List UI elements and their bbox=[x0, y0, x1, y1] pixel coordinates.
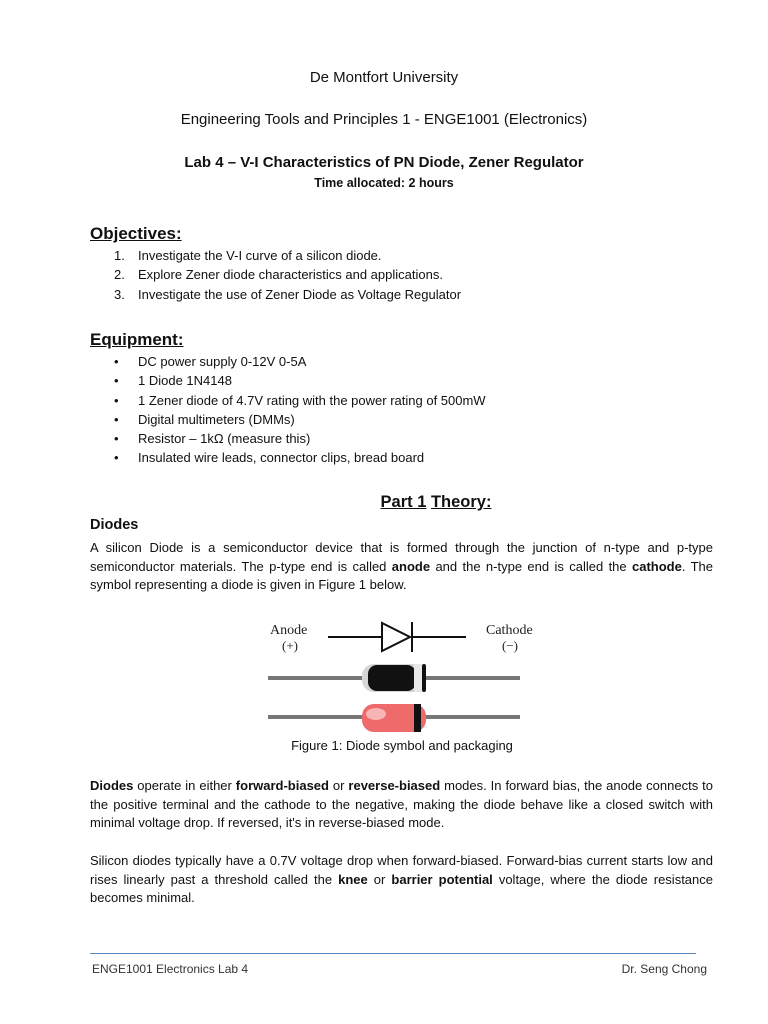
list-item-text: 1 Zener diode of 4.7V rating with the power rating of 500mW bbox=[138, 392, 486, 408]
bias-modes-paragraph bbox=[90, 777, 713, 833]
diode-intro-paragraph bbox=[90, 539, 713, 595]
text-run: Silicon diodes typically have a 0.7V voltage drop when forward-biased. Forward-bias current starts low and rises linearly past a threshold called the bbox=[90, 853, 713, 887]
voltage-drop-paragraph bbox=[90, 852, 713, 908]
anode-label: Anode bbox=[270, 623, 308, 638]
cathode-sign: (−) bbox=[502, 638, 518, 653]
bullet-marker: • bbox=[114, 392, 119, 408]
footer-author: Dr. Seng Chong bbox=[621, 962, 707, 976]
equipment-heading: Equipment: bbox=[90, 330, 184, 349]
bold-term: Diodes bbox=[90, 778, 134, 793]
figure-caption: Figure 1: Diode symbol and packaging bbox=[291, 738, 513, 753]
black-diode-package bbox=[268, 664, 520, 692]
bold-term: forward-biased bbox=[235, 778, 329, 793]
list-item bbox=[90, 391, 730, 410]
text-run: operate in either bbox=[133, 778, 236, 793]
list-item bbox=[90, 285, 730, 304]
text-run: and the n-type end is called the bbox=[430, 558, 633, 574]
bold-term: knee bbox=[338, 871, 368, 887]
bold-term: anode bbox=[391, 558, 431, 574]
cathode-label: Cathode bbox=[486, 623, 533, 638]
list-item-text: Investigate the V-I curve of a silicon diode. bbox=[138, 248, 382, 263]
bold-term: barrier potential bbox=[391, 871, 493, 887]
part-label: Part 1 bbox=[380, 493, 427, 511]
objectives-list bbox=[90, 246, 730, 304]
list-item-text: Investigate the use of Zener Diode as Voltage Regulator bbox=[138, 286, 462, 302]
list-item bbox=[90, 246, 730, 265]
list-item bbox=[90, 410, 730, 429]
footer-course: ENGE1001 Electronics Lab 4 bbox=[92, 962, 249, 976]
bullet-marker: • bbox=[114, 373, 119, 389]
text-run: . The symbol representing a diode is given in Figure 1 below. bbox=[90, 558, 714, 592]
text-run: or bbox=[367, 871, 392, 887]
text-run: voltage, where the diode resistance becomes minimal. bbox=[90, 871, 713, 905]
list-item bbox=[90, 371, 730, 390]
red-diode-package bbox=[268, 704, 520, 732]
bold-term: cathode bbox=[632, 558, 682, 574]
objectives-heading: Objectives: bbox=[90, 224, 182, 243]
course-title: Engineering Tools and Principles 1 - ENGE1001 (Electronics) bbox=[180, 111, 588, 128]
list-marker: 1. bbox=[114, 248, 125, 263]
diode-figure bbox=[262, 618, 542, 736]
anode-sign: (+) bbox=[282, 638, 298, 653]
list-marker: 3. bbox=[114, 286, 125, 302]
list-item-text: DC power supply 0-12V 0-5A bbox=[138, 354, 307, 369]
bullet-marker: • bbox=[114, 431, 119, 447]
list-item-text: Resistor – 1kΩ (measure this) bbox=[138, 431, 311, 447]
university-name: De Montfort University bbox=[309, 69, 459, 86]
text-run: A silicon Diode is a semiconductor device that is formed through the junction of n-type and p-type semiconductor materials. The p-type end is called bbox=[90, 540, 713, 574]
text-run: modes. In forward bias, the anode connects to the positive terminal and the cathode to the negative, making the diode behave like a closed switch with minimal voltage drop. If reversed, it's in reverse-biased mode. bbox=[90, 778, 713, 830]
list-marker: 2. bbox=[114, 267, 125, 283]
list-item-text: 1 Diode 1N4148 bbox=[138, 373, 232, 389]
bullet-marker: • bbox=[114, 354, 119, 369]
equipment-list bbox=[90, 352, 730, 468]
diodes-heading: Diodes bbox=[90, 517, 139, 533]
list-item bbox=[90, 429, 730, 448]
bullet-marker: • bbox=[114, 411, 119, 427]
diode-symbol bbox=[328, 622, 466, 652]
list-item-text: Insulated wire leads, connector clips, bread board bbox=[138, 450, 425, 466]
lab-title: Lab 4 – V-I Characteristics of PN Diode, Zener Regulator bbox=[184, 154, 584, 171]
text-run: or bbox=[328, 778, 349, 793]
list-item bbox=[90, 448, 730, 467]
list-item bbox=[90, 265, 730, 284]
list-item bbox=[90, 352, 730, 371]
time-allocated: Time allocated: 2 hours bbox=[314, 176, 454, 190]
theory-label: Theory: bbox=[430, 493, 492, 511]
list-item-text: Digital multimeters (DMMs) bbox=[138, 411, 295, 427]
footer-divider bbox=[90, 953, 696, 954]
bold-term: reverse-biased bbox=[348, 778, 441, 793]
bullet-marker: • bbox=[114, 450, 119, 466]
list-item-text: Explore Zener diode characteristics and applications. bbox=[138, 267, 443, 283]
part-title bbox=[0, 493, 768, 512]
